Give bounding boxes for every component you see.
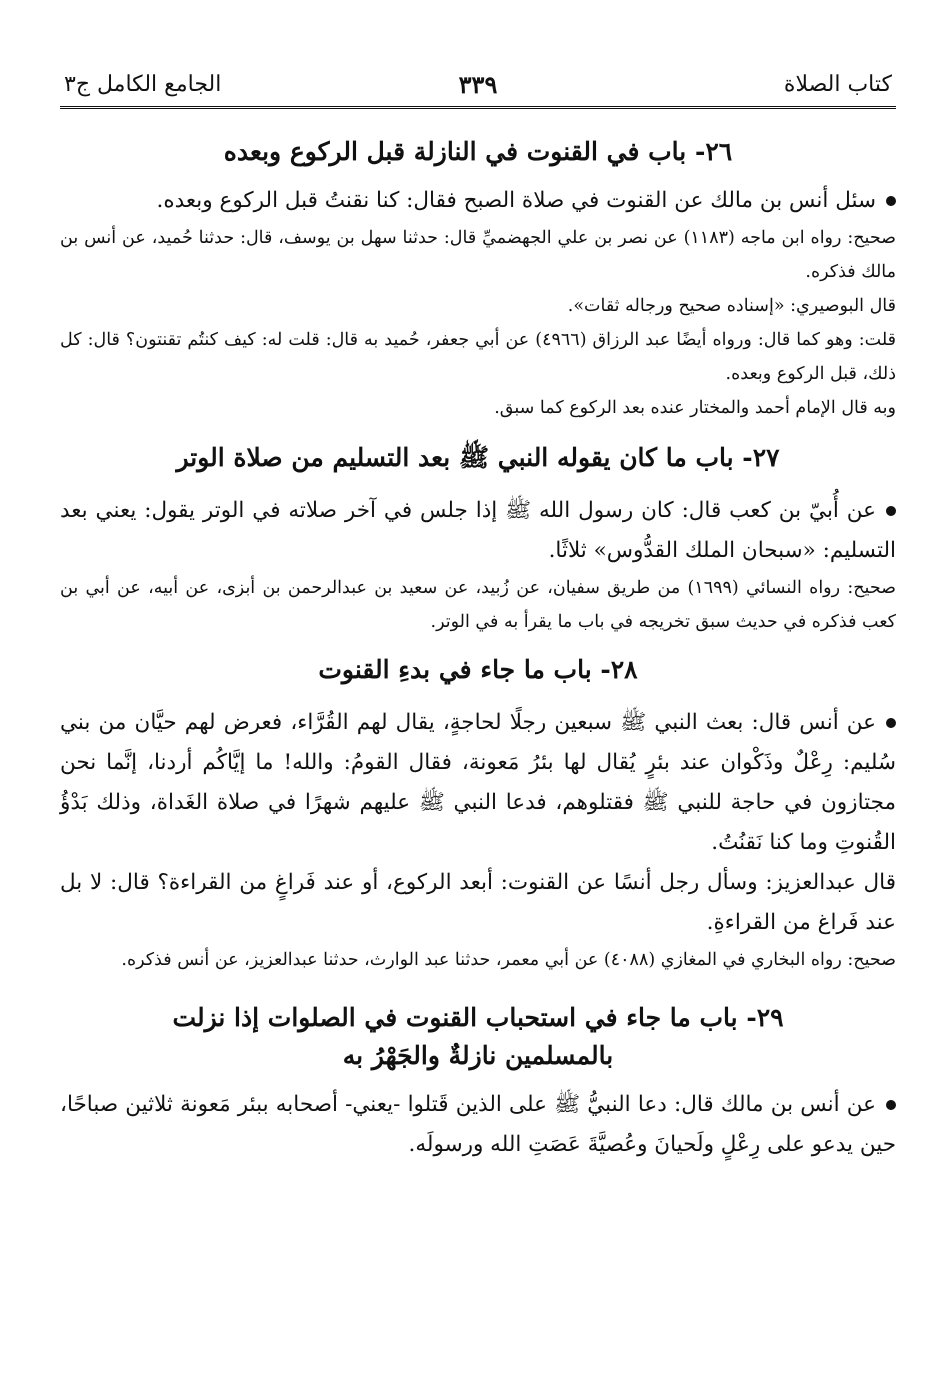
- section-26: [60, 133, 896, 425]
- takhrij-note: صحيح: رواه النسائي (١٦٩٩) من طريق سفيان، عن زُبيد، عن سعيد بن عبدالرحمن بن أبزى، عن أبيه، عن أبي بن كعب فذكره في حديث سبق تخريجه في باب ما يقرأ به في الوتر.: [60, 578, 896, 632]
- narrator-addition: قال عبدالعزيز: وسأل رجل أنسًا عن القنوت: أبعد الركوع، أو عند فَراغٍ من القراءة؟ قال: لا بل عند فَراغ من القراءةِ.: [60, 870, 896, 935]
- takhrij-note: صحيح: رواه ابن ماجه (١١٨٣) عن نصر بن علي الجهضميِّ قال: حدثنا سهل بن يوسف، قال: حدثنا حُميد، عن أنس بن مالك فذكره.: [60, 228, 896, 282]
- volume-title: الجامع الكامل ج٣: [64, 72, 222, 97]
- section-28: [60, 651, 896, 977]
- bullet-icon: [886, 506, 896, 516]
- commentary-note: وبه قال الإمام أحمد والمختار عنده بعد الركوع كما سبق.: [494, 398, 896, 418]
- hadith-text-26: سئل أنس بن مالك عن القنوت في صلاة الصبح فقال: كنا نقنتُ قبل الركوع وبعده.: [60, 181, 896, 221]
- page-number: ٣٣٩: [458, 70, 498, 99]
- hadith-text-29: عن أنس بن مالك قال: دعا النبيُّ ﷺ على الذين قَتلوا -يعني- أصحابه ببئر مَعونة ثلاثين صباحًا، حين يدعو على رِعْلٍ ولَحيانَ وعُصيَّةَ عَصَتِ الله ورسولَه.: [60, 1092, 896, 1157]
- section-29: [60, 999, 896, 1165]
- commentary-note: قلت: وهو كما قال: ورواه أيضًا عبد الرزاق (٤٩٦٦) عن أبي جعفر، حُميد به قال: قلت له: كيف كنتُم تقنتون؟ قال: كل ذلك، قبل الركوع وبعده.: [60, 330, 896, 384]
- book-title: كتاب الصلاة: [783, 72, 892, 97]
- hadith-text-27: عن أُبيّ بن كعب قال: كان رسول الله ﷺ إذا جلس في آخر صلاته في الوتر يقول: يعني بعد التسليم: «سبحان الملك القدُّوس» ثلاثًا.: [60, 498, 896, 563]
- chapter-heading-26: ٢٦- باب في القنوت في النازلة قبل الركوع وبعده: [223, 137, 733, 166]
- running-header: [60, 58, 896, 109]
- chapter-heading-27: ٢٧- باب ما كان يقوله النبي ﷺ بعد التسليم من صلاة الوتر: [176, 443, 780, 472]
- bullet-icon: [886, 718, 896, 728]
- book-page: [60, 58, 896, 1165]
- chapter-heading-28: ٢٨- باب ما جاء في بدءِ القنوت: [318, 655, 638, 684]
- takhrij-note: صحيح: رواه البخاري في المغازي (٤٠٨٨) عن أبي معمر، حدثنا عبد الوارث، حدثنا عبدالعزيز، عن أنس فذكره.: [121, 950, 896, 970]
- section-27: [60, 439, 896, 639]
- bullet-icon: [886, 196, 896, 206]
- bullet-icon: [886, 1100, 896, 1110]
- chapter-heading-29: ٢٩- باب ما جاء في استحباب القنوت في الصلوات إذا نزلت بالمسلمين نازلةٌ والجَهْرُ به: [172, 1003, 784, 1070]
- hadith-text-28: عن أنس قال: بعث النبي ﷺ سبعين رجلًا لحاجةٍ، يقال لهم القُرَّاء، فعرض لهم حيَّان من بني سُليم: رِعْلٌ وذَكْوان عند بئرٍ يُقال لها بئرُ مَعونة، فقال القومُ: والله! ما إيَّاكُم أردنا، إنَّما نحن مجتازون في حاجة للنبي ﷺ فقتلوهم، فدعا النبي ﷺ عليهم شهرًا في صلاة الغَداة، وذلك بَدْؤُ القُنوتِ وما كنا نَقنُتُ.: [60, 710, 896, 855]
- commentary-note: قال البوصيري: «إسناده صحيح ورجاله ثقات».: [567, 296, 896, 316]
